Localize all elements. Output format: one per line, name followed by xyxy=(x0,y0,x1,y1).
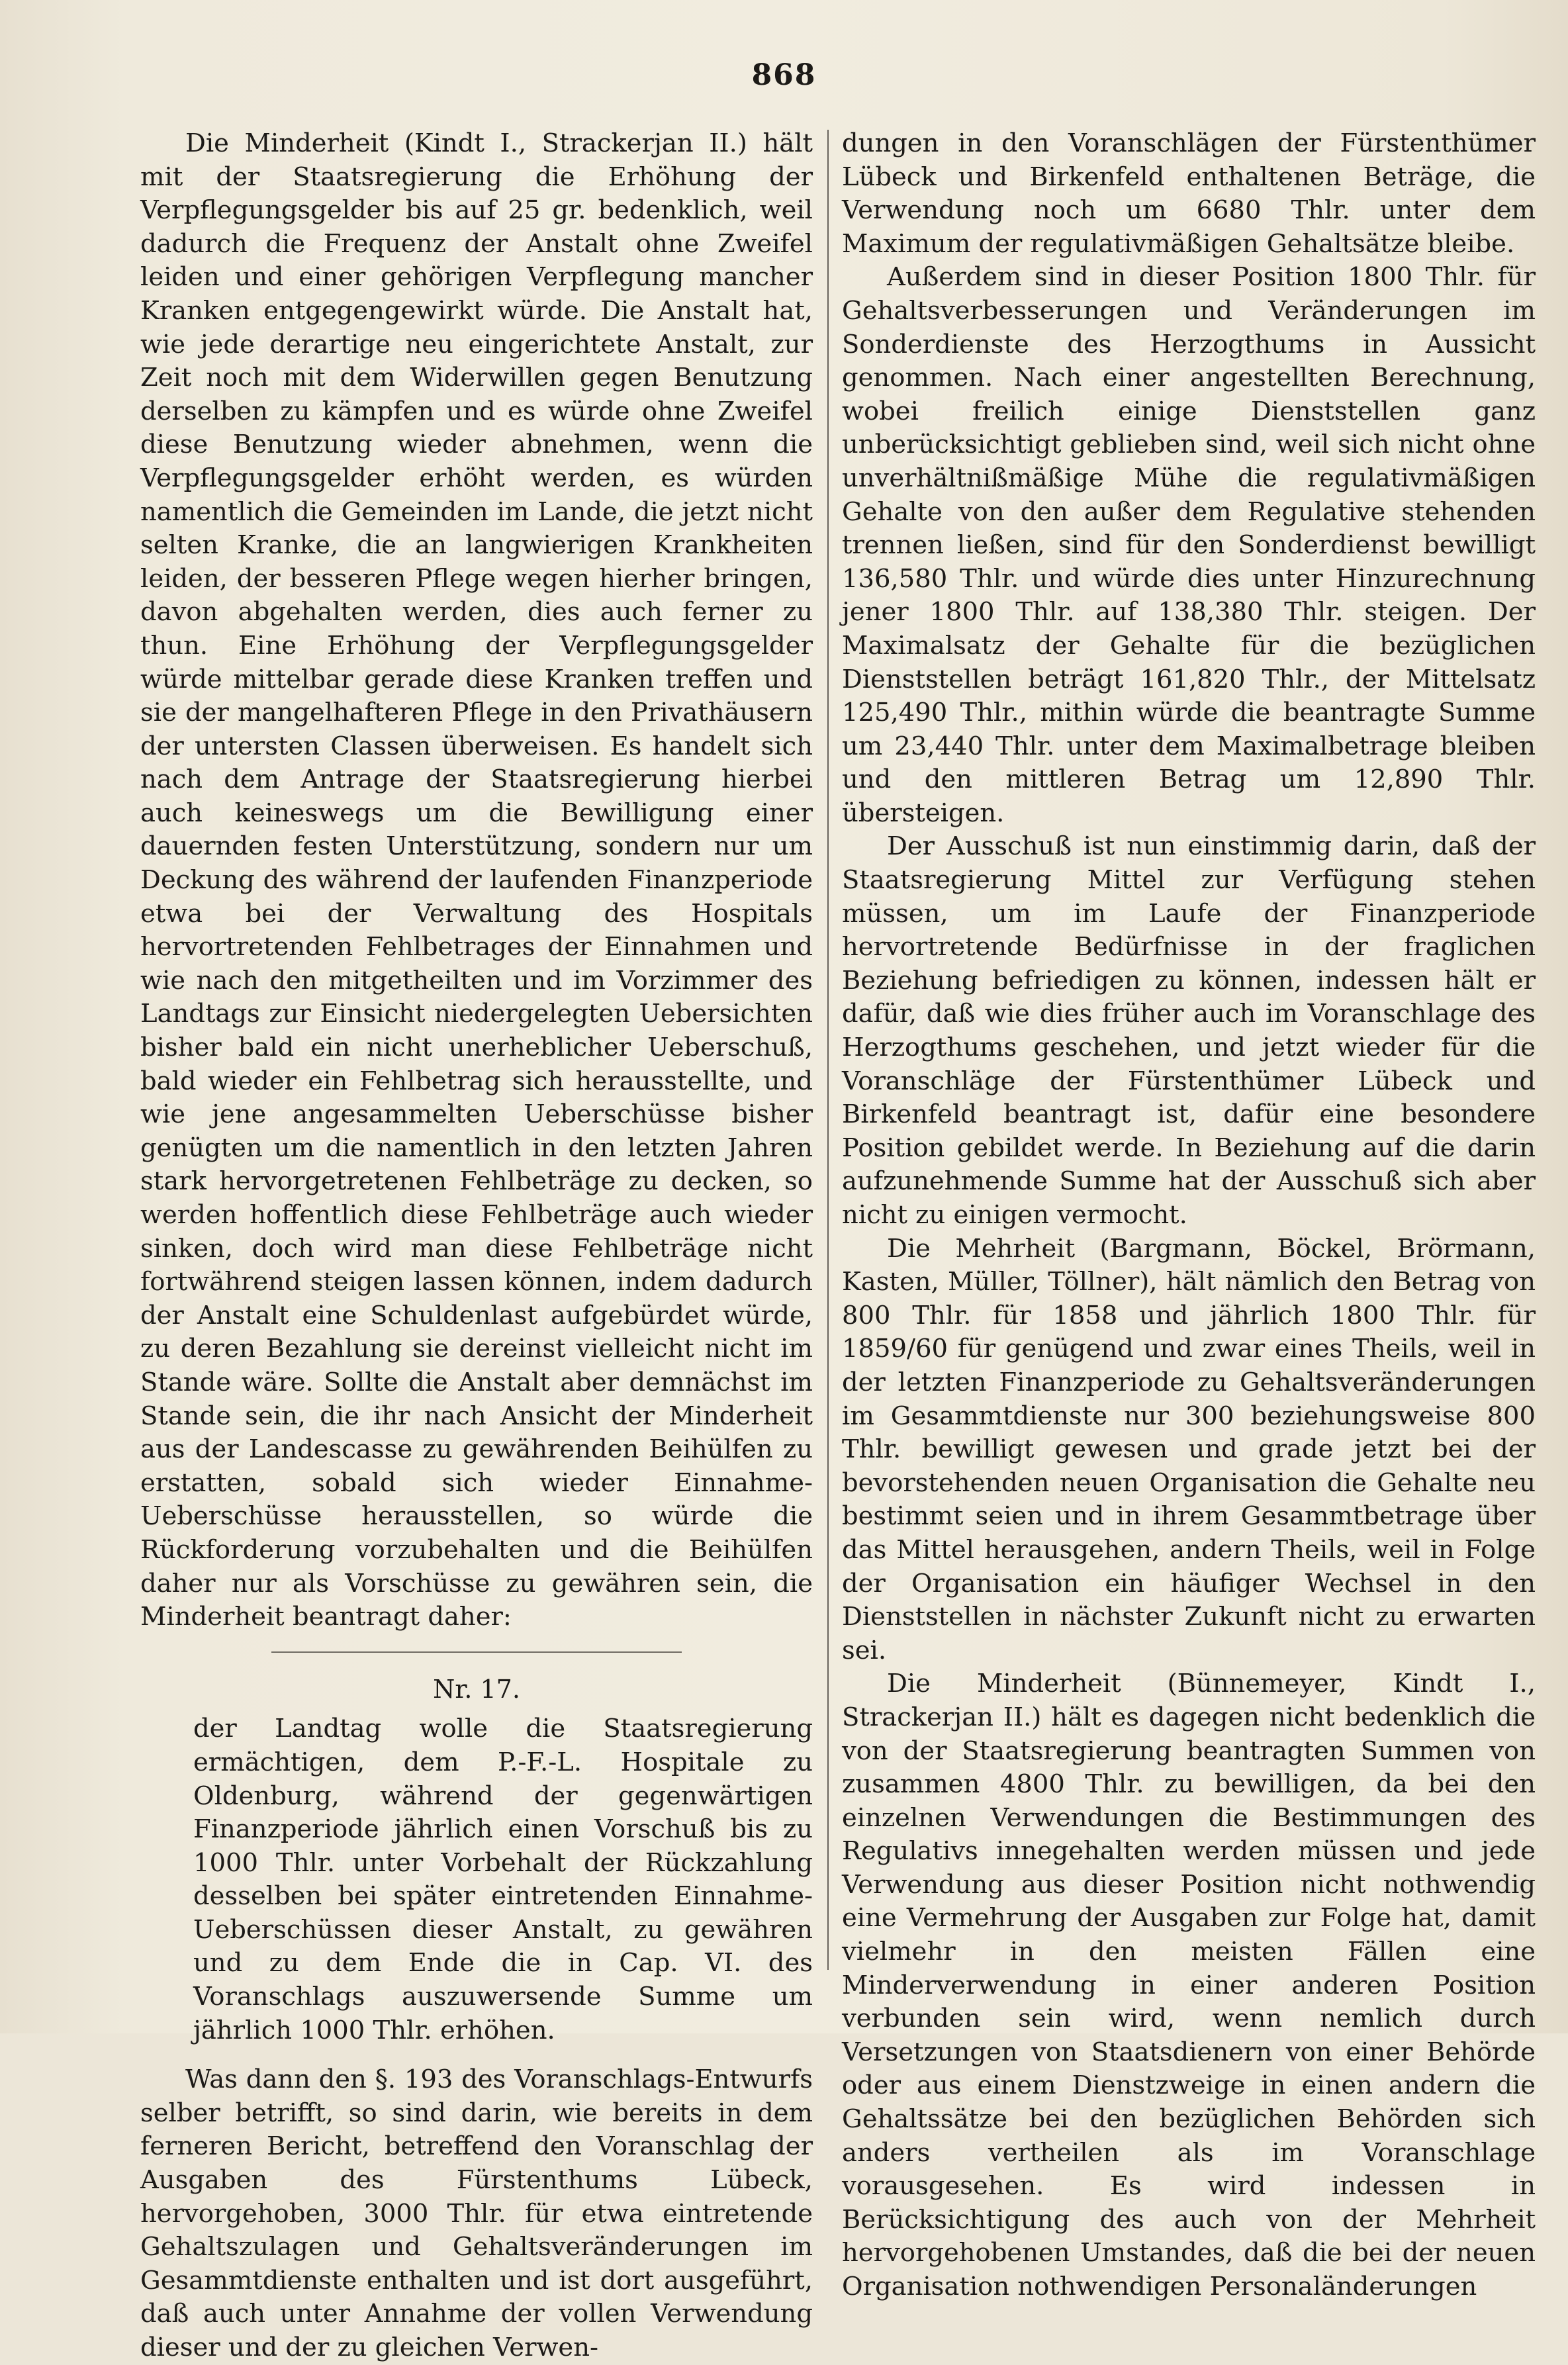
paragraph-salary-improvements: Außerdem sind in dieser Position 1800 Thlr. für Gehaltsverbesserungen und Veränderungen im Sonderdienste des Herzogthums in Aussicht genommen. Nach einer angestellten Berechnung, wobei freilich einige Dienststellen ganz unberücksichtigt geblieben sind, weil sich nicht ohne unverhältnißmäßige Mühe die regulativmäßigen Gehalte von den außer dem Regulative stehenden trennen ließen, sind für den Sonderdienst bewilligt 136,580 Thlr. und würde dies unter Hinzurechnung jener 1800 Thlr. auf 138,380 Thlr. steigen. Der Maximalsatz der Gehalte für die bezüglichen Dienststellen beträgt 161,820 Thlr., der Mittelsatz 125,490 Thlr., mithin würde die beantragte Summe um 23,440 Thlr. unter dem Maximalbetrage bleiben und den mittleren Betrag um 12,890 Thlr. übersteigen. xyxy=(842,262,1536,828)
column-divider xyxy=(827,130,829,1970)
right-column xyxy=(842,127,1536,2304)
spacer xyxy=(140,2047,813,2063)
proposal-text: der Landtag wolle die Staatsregierung ermächtigen, dem P.-F.-L. Hospitale zu Oldenburg, während der gegenwärtigen Finanzperiode jährlich einen Vorschuß bis zu 1000 Thlr. unter Vorbehalt der Rückzahlung desselben bei später eintretenden Einnahme-Ueberschüssen dieser Anstalt, zu gewähren und zu dem Ende die in Cap. VI. des Voranschlags auszuwersende Summe um jährlich 1000 Thlr. erhöhen. xyxy=(193,1714,813,2045)
paragraph-section-193: Was dann den §. 193 des Voranschlags-Entwurfs selber betrifft, so sind darin, wie bereits in dem ferneren Bericht, betreffend den Voranschlag der Ausgaben des Fürstenthums Lübeck, hervorgehoben, 3000 Thlr. für etwa eintretende Gehaltszulagen und Gehaltsveränderungen im Gesammtdienste enthalten und ist dort ausgeführt, daß auch unter Annahme der vollen Verwendung dieser und der zu gleichen Verwen- xyxy=(140,2064,813,2362)
paragraph-minority-opinion: Die Minderheit (Kindt I., Strackerjan II.) hält mit der Staatsregierung die Erhöhung der Verpflegungsgelder bis auf 25 gr. bedenklich, weil dadurch die Frequenz der Anstalt ohne Zweifel leiden und einer gehörigen Verpflegung mancher Kranken entgegengewirkt würde. Die Anstalt hat, wie jede derartige neu eingerichtete Anstalt, zur Zeit noch mit dem Widerwillen gegen Benutzung derselben zu kämpfen und es würde ohne Zweifel diese Benutzung wieder abnehmen, wenn die Verpflegungsgelder erhöht werden, es würden namentlich die Gemeinden im Lande, die jetzt nicht selten Kranke, die an langwierigen Krankheiten leiden, der besseren Pflege wegen hierher bringen, davon abgehalten werden, dies auch ferner zu thun. Eine Erhöhung der Verpflegungsgelder würde mittelbar gerade diese Kranken treffen und sie der mangelhafteren Pflege in den Privathäusern der untersten Classen überweisen. Es handelt sich nach dem Antrage der Staatsregierung hierbei auch keineswegs um die Bewilligung einer dauernden festen Unterstützung, sondern nur um Deckung des während der laufenden Finanzperiode etwa bei der Verwaltung des Hospitals hervortretenden Fehlbetrages der Einnahmen und wie nach den mitgetheilten und im Vorzimmer des Landtags zur Einsicht niedergelegten Uebersichten bisher bald ein nicht unerheblicher Ueberschuß, bald wieder ein Fehlbetrag sich herausstellte, und wie jene angesammelten Ueberschüsse bisher genügten um die namentlich in den letzten Jahren stark hervorgetretenen Fehlbeträge zu decken, so werden hoffentlich diese Fehlbeträge auch wieder sinken, doch wird man diese Fehlbeträge nicht fortwährend steigen lassen können, indem dadurch der Anstalt eine Schuldenlast aufgebürdet würde, zu deren Bezahlung sie dereinst vielleicht nicht im Stande wäre. Sollte die Anstalt aber demnächst im Stande sein, die ihr nach Ansicht der Minderheit aus der Landescasse zu gewährenden Beihülfen zu erstatten, sobald sich wieder Einnahme-Ueberschüsse herausstellen, so würde die Rückforderung vorzubehalten und die Beihülfen daher nur als Vorschüsse zu gewähren sein, die Minderheit beantragt daher: xyxy=(140,128,813,1632)
left-column xyxy=(140,127,813,2365)
page-number: 868 xyxy=(751,58,817,92)
paragraph-minority-counter: Die Minderheit (Bünnemeyer, Kindt I., Strackerjan II.) hält es dagegen nicht bedenklich die von der Staatsregierung beantragten Summen von zusammen 4800 Thlr. zu bewilligen, da bei den einzelnen Verwendungen die Bestimmungen des Regulativs innegehalten werden müssen und jede Verwendung aus dieser Position nicht nothwendig eine Vermehrung der Ausgaben zur Folge hat, damit vielmehr in den meisten Fällen eine Minderverwendung in einer anderen Position verbunden sein wird, wenn nemlich durch Versetzungen von Staatsdienern von einer Behörde oder aus einem Dienstzweige in einen andern die Gehaltssätze bei den bezüglichen Behörden sich anders vertheilen als im Voranschlage vorausgesehen. Es wird indessen in Berücksichtigung des auch von der Mehrheit hervorgehobenen Umstandes, daß die bei der neuen Organisation nothwendigen Personaländerungen xyxy=(842,1669,1536,2301)
paragraph-continuation: dungen in den Voranschlägen der Fürstenthümer Lübeck und Birkenfeld enthaltenen Beträge, die Verwendung noch um 6680 Thlr. unter dem Maximum der regulativmäßigen Gehaltsätze bleibe. xyxy=(842,128,1536,259)
proposal-separator-rule xyxy=(271,1651,682,1653)
paragraph-majority-opinion: Die Mehrheit (Bargmann, Böckel, Brörmann, Kasten, Müller, Töllner), hält nämlich den Betrag von 800 Thlr. für 1858 und jährlich 1800 Thlr. für 1859/60 für genügend und zwar eines Theils, weil in der letzten Finanzperiode zu Gehaltsveränderungen im Gesammtdienste nur 300 beziehungsweise 800 Thlr. bewilligt gewesen und grade jetzt bei der bevorstehenden neuen Organisation die Gehalte neu bestimmt seien und in ihrem Gesammtbetrage über das Mittel herausgehen, andern Theils, weil in Folge der Organisation ein häufiger Wechsel in den Dienststellen in nächster Zukunft nicht zu erwarten sei. xyxy=(842,1233,1536,1665)
proposal-number: Nr. 17. xyxy=(433,1674,520,1704)
paragraph-committee: Der Ausschuß ist nun einstimmig darin, daß der Staatsregierung Mittel zur Verfügung stehen müssen, um im Laufe der Finanzperiode hervortretende Bedürfnisse in der fraglichen Beziehung befriedigen zu können, indessen hält er dafür, daß wie dies früher auch im Voranschlage des Herzogthums geschehen, und jetzt wieder für die Voranschläge der Fürstenthümer Lübeck und Birkenfeld beantragt ist, dafür eine besondere Position gebildet werde. In Beziehung auf die darin aufzunehmende Summe hat der Ausschuß sich aber nicht zu einigen vermocht. xyxy=(842,831,1536,1230)
